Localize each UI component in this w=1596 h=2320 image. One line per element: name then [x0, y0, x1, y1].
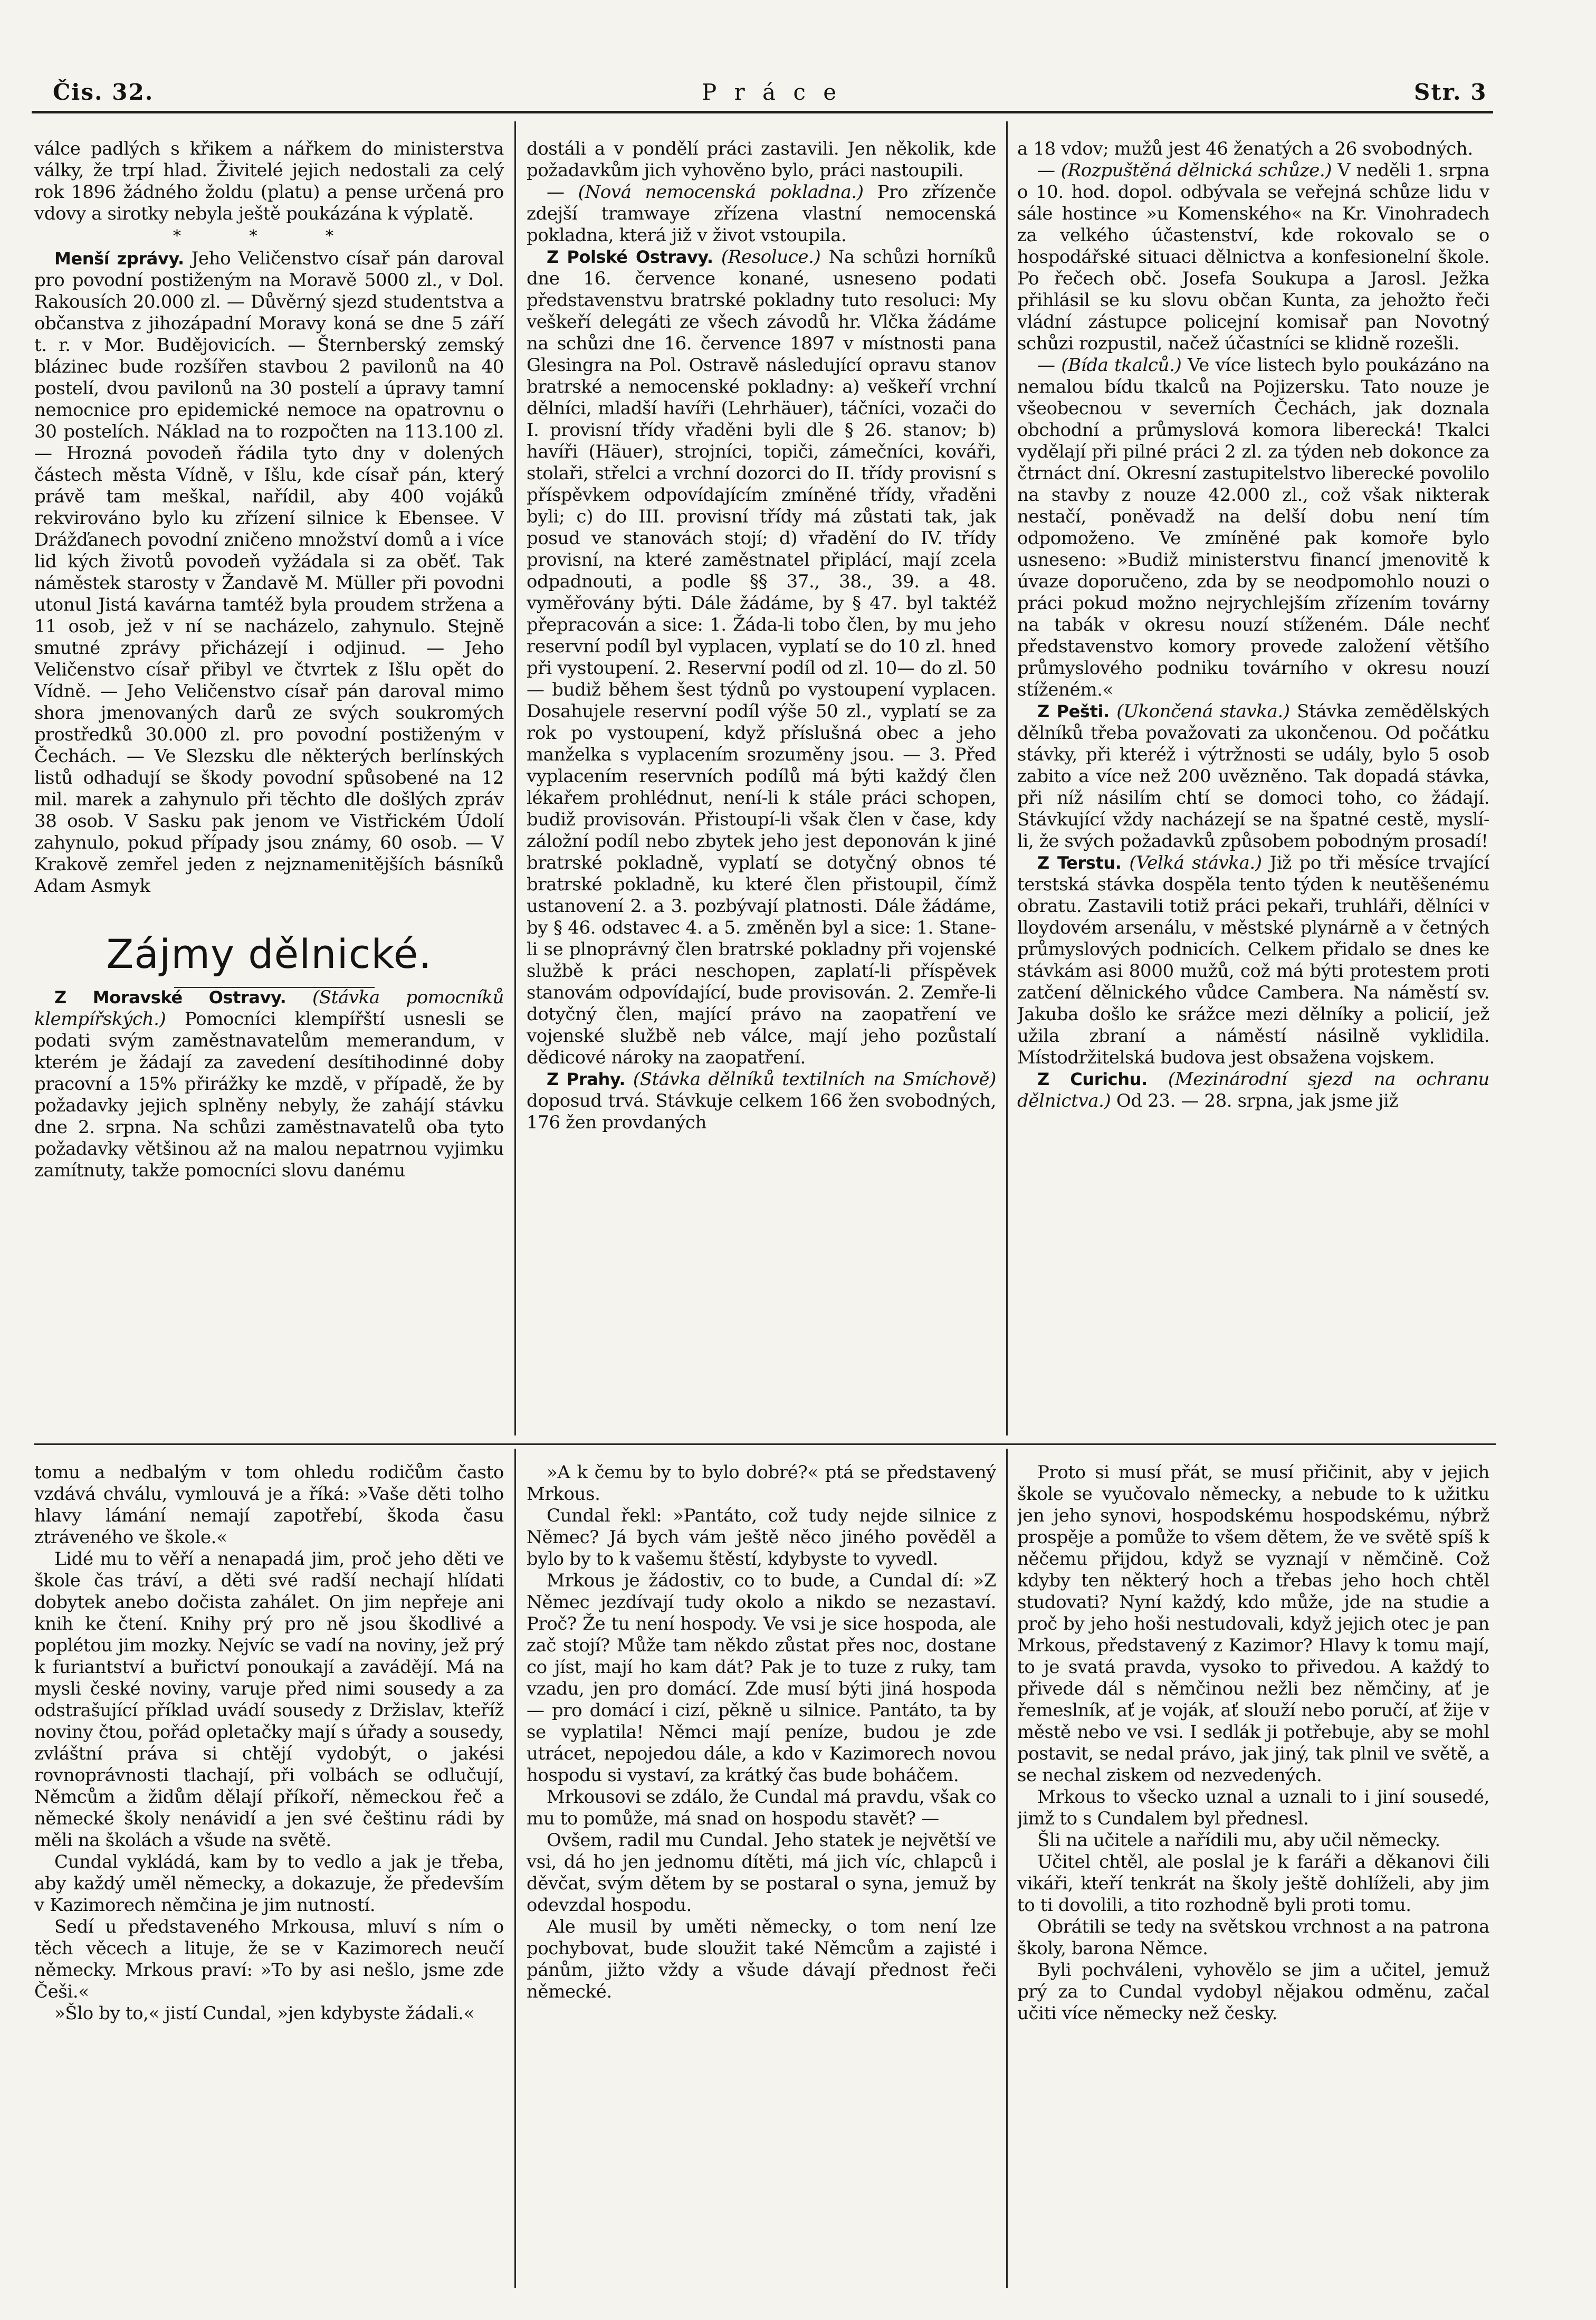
feuilleton-rule [34, 1443, 1496, 1445]
article-place: Z Terstu. [1037, 853, 1122, 873]
article-place: Z Prahy. [547, 1069, 626, 1089]
column-1 [34, 138, 504, 1437]
column-3: a 18 vdov; mužů jest 46 ženatých a 26 svobodných. — (Rozpuštěná dělnická schůze.) V neděli 1. srpna o 10. hod. dopol. odbývala se veřejná schůze lidu v sále hostince »u Komenského« na Kr. Vinohradech za velkého účastenství, kde rokovalo se o hospodářské situaci dělnictva a konfesionelní škole. Po řečech obč. Josefa Soukupa a Jarosl. Ježka přihlásil se ku slovu občan Kunta, za jehožto řeči vládní zástupce policejní komisař pan Novotný schůzi rozpustil, načež účastníci se klidně rozešli. — (Bída tkalců.) Ve více listech bylo poukázáno na nemalou bídu tkalců na Pojizersku. Tato nouze je všeobecnou v severních Čechách, jak doznala obchodní a průmyslová komora liberecká! Tkalci vydělají při pilné práci 2 zl. za týden neb dokonce za čtrnáct dní. Okresní zastupitelstvo liberecké povolilo na stavby z nouze 42.000 zl., což však nikterak nestačí, poněvadž na delší dobu není tím odpomoženo. Ve zmíněné pak komoře bylo usneseno: »Budiž ministerstvu financí jmenovitě k úvaze doporučeno, zda by se neodpomohlo nouzi o práci pokud možno nejrychlejším zřízením továrny na tabák v okresu nouzí stíženém. Dále nechť představenstvo komory provede založení většího průmyslového podniku továrního v okresu nouzí stíženém.« Z Pešti. (Ukončená stavka.) Stávka zemědělských dělníků třeba považovati za ukončenou. Od počátku stávky, při kteréž i výtržnosti se udály, bylo 5 osob zabito a více než 200 uvězněno. Tak dopadá stávka, při níž násilím chtí se domoci toho, co žádají. Stávkující vždy nacházejí se na špatné cestě, myslí-li, že svých požadavků způsobem pobodným prosadí! Z Terstu. (Velká stávka.) Již po tři měsíce trvající terstská stávka dospěla tento týden k neutěšenému obratu. Zastavili totiž práci pekaři, truhláři, dělníci v lloydovém arsenálu, v městské plynárně a v četných průmyslových podnicích. Celkem přidalo se dnes ke stávkám asi 8000 mužů, což má býti protestem proti zatčení dělnického vůdce Cambera. Na náměstí sv. Jakuba došlo ke srážce mezi dělníky a policií, jež užila zbraní a náměstí násilně vyklidila. Místodržitelská budova jest obsažena vojskem. Z Curichu. (Mezinárodní sjezd na ochranu dělnictva.) Od 23. — 28. srpna, jak jsme již [1017, 138, 1489, 1111]
article-text: Od 23. — 28. srpna, jak jsme již [1116, 1090, 1398, 1111]
article-title: (Resoluce.) [721, 246, 821, 268]
feuilleton-column-2 [527, 1462, 996, 2290]
story-text: Obrátili se tedy na světskou vrchnost a na patrona školy, barona Němce. [1017, 1916, 1489, 1959]
story-text: Ovšem, radil mu Cundal. Jeho statek je největší ve vsi, dá ho jen jednomu dítěti, má jich víc, chlapců i děvčat, svým dětem by se postaral o syna, jemuž by odevzdal hospodu. [527, 1830, 996, 1916]
story-text: Proto si musí přát, se musí přičinit, aby v jejich škole se vyučovalo německy, a nebude to k užitku jen jeho synovi, hospodskému hospodskému, nýbrž prospěje a pomůže to všem dětem, že ve světě spíš k něčemu přijdou, když se vyznají v němčině. Což kdyby ten některý hoch a třebas jeho hoch chtěl studovati? Nyní každý, kdo může, jde na studie a proč by jeho hoši nestudovali, když jejich otec je pan Mrkous, představený z Kazimor? Hlavy k tomu mají, to je svatá pravda, vysoko to přivedou. A každý to přivede dál s němčinou nežli bez němčiny, ať je řemeslník, ať je voják, ať slouží nebo poručí, ať žije v městě nebo ve vsi. I sedlák ji potřebuje, aby se mohl postavit, se nedal právo, jak jiný, tak plnil ve světě, a se nechal ziskem od nezvedených. [1017, 1462, 1489, 1786]
story-text: tomu a nedbalým v tom ohledu rodičům často vzdává chválu, vymlouvá je a říká: »Vaše děti tolho hlavy lámání nemají zapotřebí, škoda času ztráveného ve škole.« [34, 1462, 504, 1548]
article-title: (Rozpuštěná dělnická schůze.) [1060, 160, 1332, 181]
story-text: Sedí u představeného Mrkousa, mluví s ním o těch věcech a lituje, že se v Kazimorech neučí německy. Mrkous praví: »To by asi nešlo, jsme zde Češi.« [34, 1916, 504, 2002]
separator-stars: * * * [173, 227, 366, 245]
article-title: (Bída tkalců.) [1061, 355, 1182, 376]
column-divider [514, 1449, 516, 2288]
story-text: Učitel chtěl, ale poslal je k faráři a děkanovi čili vikáři, kteří tenkrát na školy ještě dohlíželi, aby jim to ti dovolili, a tito rozhodně byli proti tomu. [1017, 1851, 1489, 1916]
article-heading: Menší zprávy. [54, 249, 184, 269]
article-title: (Nová nemocenská pokladna.) [578, 182, 864, 203]
story-text: Mrkous to všecko uznal a uznali to i jiní sousedé, jimž to s Cundalem byl přednesl. [1017, 1786, 1489, 1829]
story-text: Mrkous je žádostiv, co to bude, a Cundal dí: »Z Němec jezdívají tudy okolo a nikdo se nezastaví. Proč? Že tu není hospody. Ve vsi je sice hospoda, ale zač stojí? Může tam někdo zůstat přes noc, dostane co jíst, mají ho kam dát? Pak je to tuze z ruky, tam vzadu, jen pro domácí. Zde musí býti jiná hospoda — pro domácí i cizí, pěkně u silnice. Pantáto, ta by se vyplatila! Němci mají peníze, budou je zde utrácet, nepojedou dále, a kdo v Kazimorech novou hospodu si vystaví, za krátký čas bude boháčem. [527, 1570, 996, 1786]
story-text: Cundal vykládá, kam by to vedlo a jak je třeba, aby každý uměl německy, a dokazuje, že především v Kazimorech němčina je jim nutností. [34, 1851, 504, 1916]
article-text: Na schůzi horníků dne 16. července konané, usneseno podati představenstvu bratrské pokladny tuto resoluci: My veškeří delegáti ze všech závodů hr. Vlčka žádáme na schůzi dne 16. července 1897 v místnosti pana Glesingra na Pol. Ostravě následující opravu stanov bratrské a nemocenské pokladny: a) veškeří vrchní dělníci, mladší havíři (Lehrhäuer), táčníci, vozači do I. provisní třídy vřaděni byli dle § 26. stanov; b) havíři (Häuer), strojníci, topiči, zámečníci, kováři, stolaři, střelci a vrchní dozorci do II. třídy provisní s příspěvkem odpovídajícím zmíněné třídy, vřaděni byli; c) do III. provisní třídy má zůstati tak, jak posud ve stanovách stojí; d) vřadění do IV. třídy provisní, na které zaměstnatel připlácí, mají zcela odpadnouti, a podle §§ 37., 38., 39. a 48. vyměřovány býti. Dále žádáme, by § 47. byl taktéž přepracován a sice: 1. Žáda-li tobo člen, by mu jeho reservní podíl byl vyplacen, vyplatí se do 10 zl. hned při vystoupení. 2. Reservní podíl od zl. 10— do zl. 50— budiž během šest týdnů po vystoupení vyplacen. Dosahujele reservní podíl výše 50 zl., vyplatí se za rok po vystoupení, když příslušná obec a jeho manželka s vyplacením srozuměny jsou. — 3. Před vyplacením reservních podílů má býti každý člen lékařem prohlédnut, není-li k stále práci schopen, budiž provisován. Přistoupí-li však člen v čase, kdy záložní podíl nebo zbytek jeho jest deponován k jiné bratrské pokladně, vyplatí se dotyčný obnos té bratrské pokladně, ku které člen přistoupil, čímž ustanovení 2. a 3. pozbývají platnosti. Dále žádáme, by § 46. odstavec 4. a 5. změněn byl a sice: 1. Stane-li se plnoprávný člen bratrské pokladny při vojenské službě k práci neschopen, zaplatí-li příspěvek stanovám odpovídající, bude provisován. 2. Zemře-li dotyčný člen, mající právo na zaopatření ve vojenské službě neb válce, mají jeho pozůstalí dědicové nároky na zaopatření. [527, 246, 996, 1068]
article-title: (Stávka dělníků textilních na Smíchově) [633, 1069, 996, 1090]
article-title: (Mezinárodní sjezd na ochranu dělnictva.) [1017, 1069, 1489, 1111]
article-text: a 18 vdov; mužů jest 46 ženatých a 26 svobodných. [1017, 138, 1473, 159]
story-text: »A k čemu by to bylo dobré?« ptá se představený Mrkous. [527, 1462, 996, 1505]
header-rule [32, 111, 1493, 113]
article-text: Pro zřízenče zdejší tramwaye zřízena vlastní nemocenská pokladna, která již v život vstoupila. [527, 182, 996, 246]
article-title: (Stávka pomocníků klempířských.) [34, 987, 504, 1030]
article-place: Z Pešti. [1037, 701, 1110, 721]
article-text: Jeho Veličenstvo císař pán daroval pro povodní postiženým na Moravě 5000 zl., v Dol. Rakousích 20.000 zl. — Důvěrný sjezd studentstva a občanstva z jihozápadní Moravy koná se dne 5 září t. r. v Mor. Budějovicích. — Šternberský zemský blázinec bude rozšířen stavbou 2 pavilonů na 40 postelí, dvou pavilonů na 30 postelí a úpravy tamní nemocnice pro epidemické nemoce na opatrovnu o 30 postelích. Náklad na to rozpočten na 113.100 zl. — Hrozná povodeň řádila tyto dny v dolených částech města Vídně, v Išlu, kde císař pán, který právě tam meškal, nařídil, aby 400 vojáků rekvirováno bylo ku zřízení silnice k Ebensee. V Drážďanech povodní zničeno množství domů a i více lid kých životů povodeň vyžádala si za oběť. Tak náměstek starosty v Žandavě M. Müller při povodni utonul Jistá kavárna tamtéž byla proudem stržena a 11 osob, jež v ní se nacházelo, zahynulo. Stejně smutné zprávy přicházejí i odjinud. — Jeho Veličenstvo císař přibyl ve čtvrtek z Išlu opět do Vídně. — Jeho Veličenstvo císař pán daroval mimo shora jmenovaných darů ze svých soukromých prostředků 30.000 zl. pro povodní postiženým v Čechách. — Ve Slezsku dle některých berlínských listů odhadují se škody povodní spůsobené na 12 mil. marek a zahynulo při těchto dle došlých zpráv 38 osob. V Sasku pak jenom ve Vistřickém Údolí zahynulo, pokud případy jsou známy, 60 osob. — V Krakově zemřel jeden z nejznamenitějších básníků Adam Asmyk [34, 248, 504, 897]
article-title: (Ukončená stavka.) [1116, 701, 1290, 722]
feuilleton-column-3 [1017, 1462, 1489, 2290]
column-divider [1006, 1449, 1008, 2288]
article-place: Z Moravské Ostravy. [54, 987, 286, 1007]
column-divider [514, 121, 516, 1435]
article-text: doposud trvá. Stávkuje celkem 166 žen svobodných, 176 žen provdaných [527, 1090, 996, 1133]
page-number: Str. 3 [1414, 79, 1487, 105]
column-divider [1006, 121, 1008, 1435]
story-text: Byli pochváleni, vyhovělo se jim a učitel, jemuž prý za to Cundal vydobyl nějakou odměnu, začal učiti více německy než česky. [1017, 1960, 1489, 2024]
article-text: válce padlých s křikem a nářkem do ministerstva války, že trpí hlad. Živitelé jejich nedostali za celý rok 1896 žádného žoldu (platu) a pense určená pro vdovy a sirotky nebyla ještě poukázána k výplatě. [34, 138, 504, 224]
article-text: V neděli 1. srpna o 10. hod. dopol. odbývala se veřejná schůze lidu v sále hostince »u Komenského« na Kr. Vinohradech za velkého účastenství, kde rokovalo se o hospodářské situaci dělnictva a konfesionelní škole. Po řečech obč. Josefa Soukupa a Jarosl. Ježka přihlásil se ku slovu občan Kunta, za jehožto řeči vládní zástupce policejní komisař pan Novotný schůzi rozpustil, načež účastníci se klidně rozešli. [1017, 160, 1489, 354]
article-title: (Velká stávka.) [1129, 852, 1262, 873]
article-place: Z Polské Ostravy. [547, 247, 713, 267]
article-text: Stávka zemědělských dělníků třeba považovati za ukončenou. Od počátku stávky, při kteréž i výtržnosti se udály, bylo 5 osob zabito a více než 200 uvězněno. Tak dopadá stávka, při níž násilím chtí se domoci toho, co žádají. Stávkující vždy nacházejí se na špatné cestě, myslí-li, že svých požadavků způsobem pobodným prosadí! [1017, 701, 1489, 852]
article-text: dostáli a v pondělí práci zastavili. Jen několik, kde požadavkům jich vyhověno bylo, práci nastoupili. [527, 138, 996, 181]
story-text: »Šlo by to,« jistí Cundal, »jen kdybyste žádali.« [54, 2003, 474, 2024]
story-text: Mrkousovi se zdálo, že Cundal má pravdu, však co mu to pomůže, má snad on hospodu stavět? — [527, 1786, 996, 1829]
article-place: Z Curichu. [1037, 1069, 1148, 1089]
article-text: Pomocníci klempířští usnesli se podati svým zaměstnavatelům memerandum, v kterém je žádají za zavedení desítihodinné doby pracovní a 15% přirážky ke mzdě, v případě, že by požadavky jejich splněny nebyly, že zahájí stávku dne 2. srpna. Na schůzi zaměstnavatelů oba tyto požadavky většinou až na malou nepatrnou vyjimku zamítnuty, takže pomocníci slovu danému [34, 1009, 504, 1181]
column-2: dostáli a v pondělí práci zastavili. Jen několik, kde požadavkům jich vyhověno bylo, práci nastoupili. — (Nová nemocenská pokladna.) Pro zřízenče zdejší tramwaye zřízena vlastní nemocenská pokladna, která již v život vstoupila. Z Polské Ostravy. (Resoluce.) Na schůzi horníků dne 16. července konané, usneseno podati představenstvu bratrské pokladny tuto resoluci: My veškeří delegáti ze všech závodů hr. Vlčka žádáme na schůzi dne 16. července 1897 v místnosti pana Glesingra na Pol. Ostravě následující opravu stanov bratrské a nemocenské pokladny: a) veškeří vrchní dělníci, mladší havíři (Lehrhäuer), táčníci, vozači do I. provisní třídy vřaděni byli dle § 26. stanov; b) havíři (Häuer), strojníci, topiči, zámečníci, kováři, stolaři, střelci a vrchní dozorci do II. třídy provisní s příspěvkem odpovídajícím zmíněné třídy, vřaděni byli; c) do III. provisní třídy má zůstati tak, jak posud ve stanovách stojí; d) vřadění do IV. třídy provisní, na které zaměstnatel připlácí, mají zcela odpadnouti, a podle §§ 37., 38., 39. a 48. vyměřovány býti. Dále žádáme, by § 47. byl taktéž přepracován a sice: 1. Žáda-li tobo člen, by mu jeho reservní podíl byl vyplacen, vyplatí se do 10 zl. hned při vystoupení. 2. Reservní podíl od zl. 10— do zl. 50— budiž během šest týdnů po vystoupení vyplacen. Dosahujele reservní podíl výše 50 zl., vyplatí se za rok po vystoupení, když příslušná obec a jeho manželka s vyplacením srozuměny jsou. — 3. Před vyplacením reservních podílů má býti každý člen lékařem prohlédnut, není-li k stále práci schopen, budiž provisován. Přistoupí-li však člen v čase, kdy záložní podíl nebo zbytek jeho jest deponován k jiné bratrské pokladně, vyplatí se dotyčný obnos té bratrské pokladně, ku které člen přistoupil, čímž ustanovení 2. a 3. pozbývají platnosti. Dále žádáme, by § 46. odstavec 4. a 5. změněn byl a sice: 1. Stane-li se plnoprávný člen bratrské pokladny při vojenské službě k práci neschopen, zaplatí-li příspěvek stanovám odpovídající, bude provisován. 2. Zemře-li dotyčný člen, mající právo na zaopatření ve vojenské službě neb válce, mají jeho pozůstalí dědicové nároky na zaopatření. Z Prahy. (Stávka dělníků textilních na Smíchově) doposud trvá. Stávkuje celkem 166 žen svobodných, 176 žen provdaných [527, 138, 996, 1133]
article-text: Ve více listech bylo poukázáno na nemalou bídu tkalců na Pojizersku. Tato nouze je všeobecnou v severních Čechách, jak doznala obchodní a průmyslová komora liberecká! Tkalci vydělají při pilné práci 2 zl. za týden neb dokonce za čtrnáct dní. Okresní zastupitelstvo liberecké povolilo na stavby z nouze 42.000 zl., což však nikterak nestačí, poněvadž na delší dobu není tím odpomoženo. Ve zmíněné pak komoře bylo usneseno: »Budiž ministerstvu financí jmenovitě k úvaze doporučeno, zda by se neodpomohlo nouzi o práci pokud možno nejrychlejším zřízením továrny na tabák v okresu nouzí stíženém. Dále nechť představenstvo komory provede založení většího průmyslového podniku továrního v okresu nouzí stíženém.« [1017, 355, 1489, 700]
story-text: Šli na učitele a nařídili mu, aby učil německy. [1037, 1830, 1440, 1851]
masthead-title: P r á c e [702, 79, 842, 105]
issue-number: Čis. 32. [53, 79, 154, 105]
feuilleton-column-1 [34, 1462, 504, 2290]
story-text: Cundal řekl: »Pantáto, což tudy nejde silnice z Němec? Já bych vám ještě něco jiného pověděl a bylo by to k vašemu štěstí, kdybyste to vyvedl. [527, 1505, 996, 1570]
story-text: Ale musil by uměti německy, o tom není lze pochybovat, bude sloužit také Němcům a zajisté i pánům, jižto vždy a všude dávají přednost řeči německé. [527, 1916, 996, 2002]
story-text: Lidé mu to věří a nenapadá jim, proč jeho děti ve škole čas tráví, a děti své radší nechají hlídati dobytek anebo dočista zahálet. On jim nepřeje ani knih ke čtení. Knihy prý pro ně jsou škodlivé a poplétou jim mozky. Nejvíc se vadí na noviny, jež prý k furiantství a buřictví ponoukají a zavádějí. Má na mysli české noviny, varuje před nimi sousedy a za odstrašující příklad uvádí sousedy z Držislav, kteříž noviny čtou, pořád opletačky mají s úřady a sousedy, zvláštní práva si chtějí vydobýt, o jakési rovnoprávnosti tlachají, při volbách se odlučují, Němcům a židům dělají příkoří, německou řeč a německé školy nenávidí a jen své češtinu rádi by měli na školách a všude na světě. [34, 1548, 504, 1851]
section-title: Zájmy dělnické. [106, 930, 432, 977]
article-text: Již po tři měsíce trvající terstská stávka dospěla tento týden k neutěšenému obratu. Zastavili totiž práci pekaři, truhláři, dělníci v lloydovém arsenálu, v městské plynárně a v četných průmyslových podnicích. Celkem přidalo se dnes ke stávkám asi 8000 mužů, což má býti protestem proti zatčení dělnického vůdce Cambera. Na náměstí sv. Jakuba došlo ke srážce mezi dělníky a policií, jež užila zbraní a náměstí násilně vyklidila. Místodržitelská budova jest obsažena vojskem. [1017, 852, 1489, 1068]
